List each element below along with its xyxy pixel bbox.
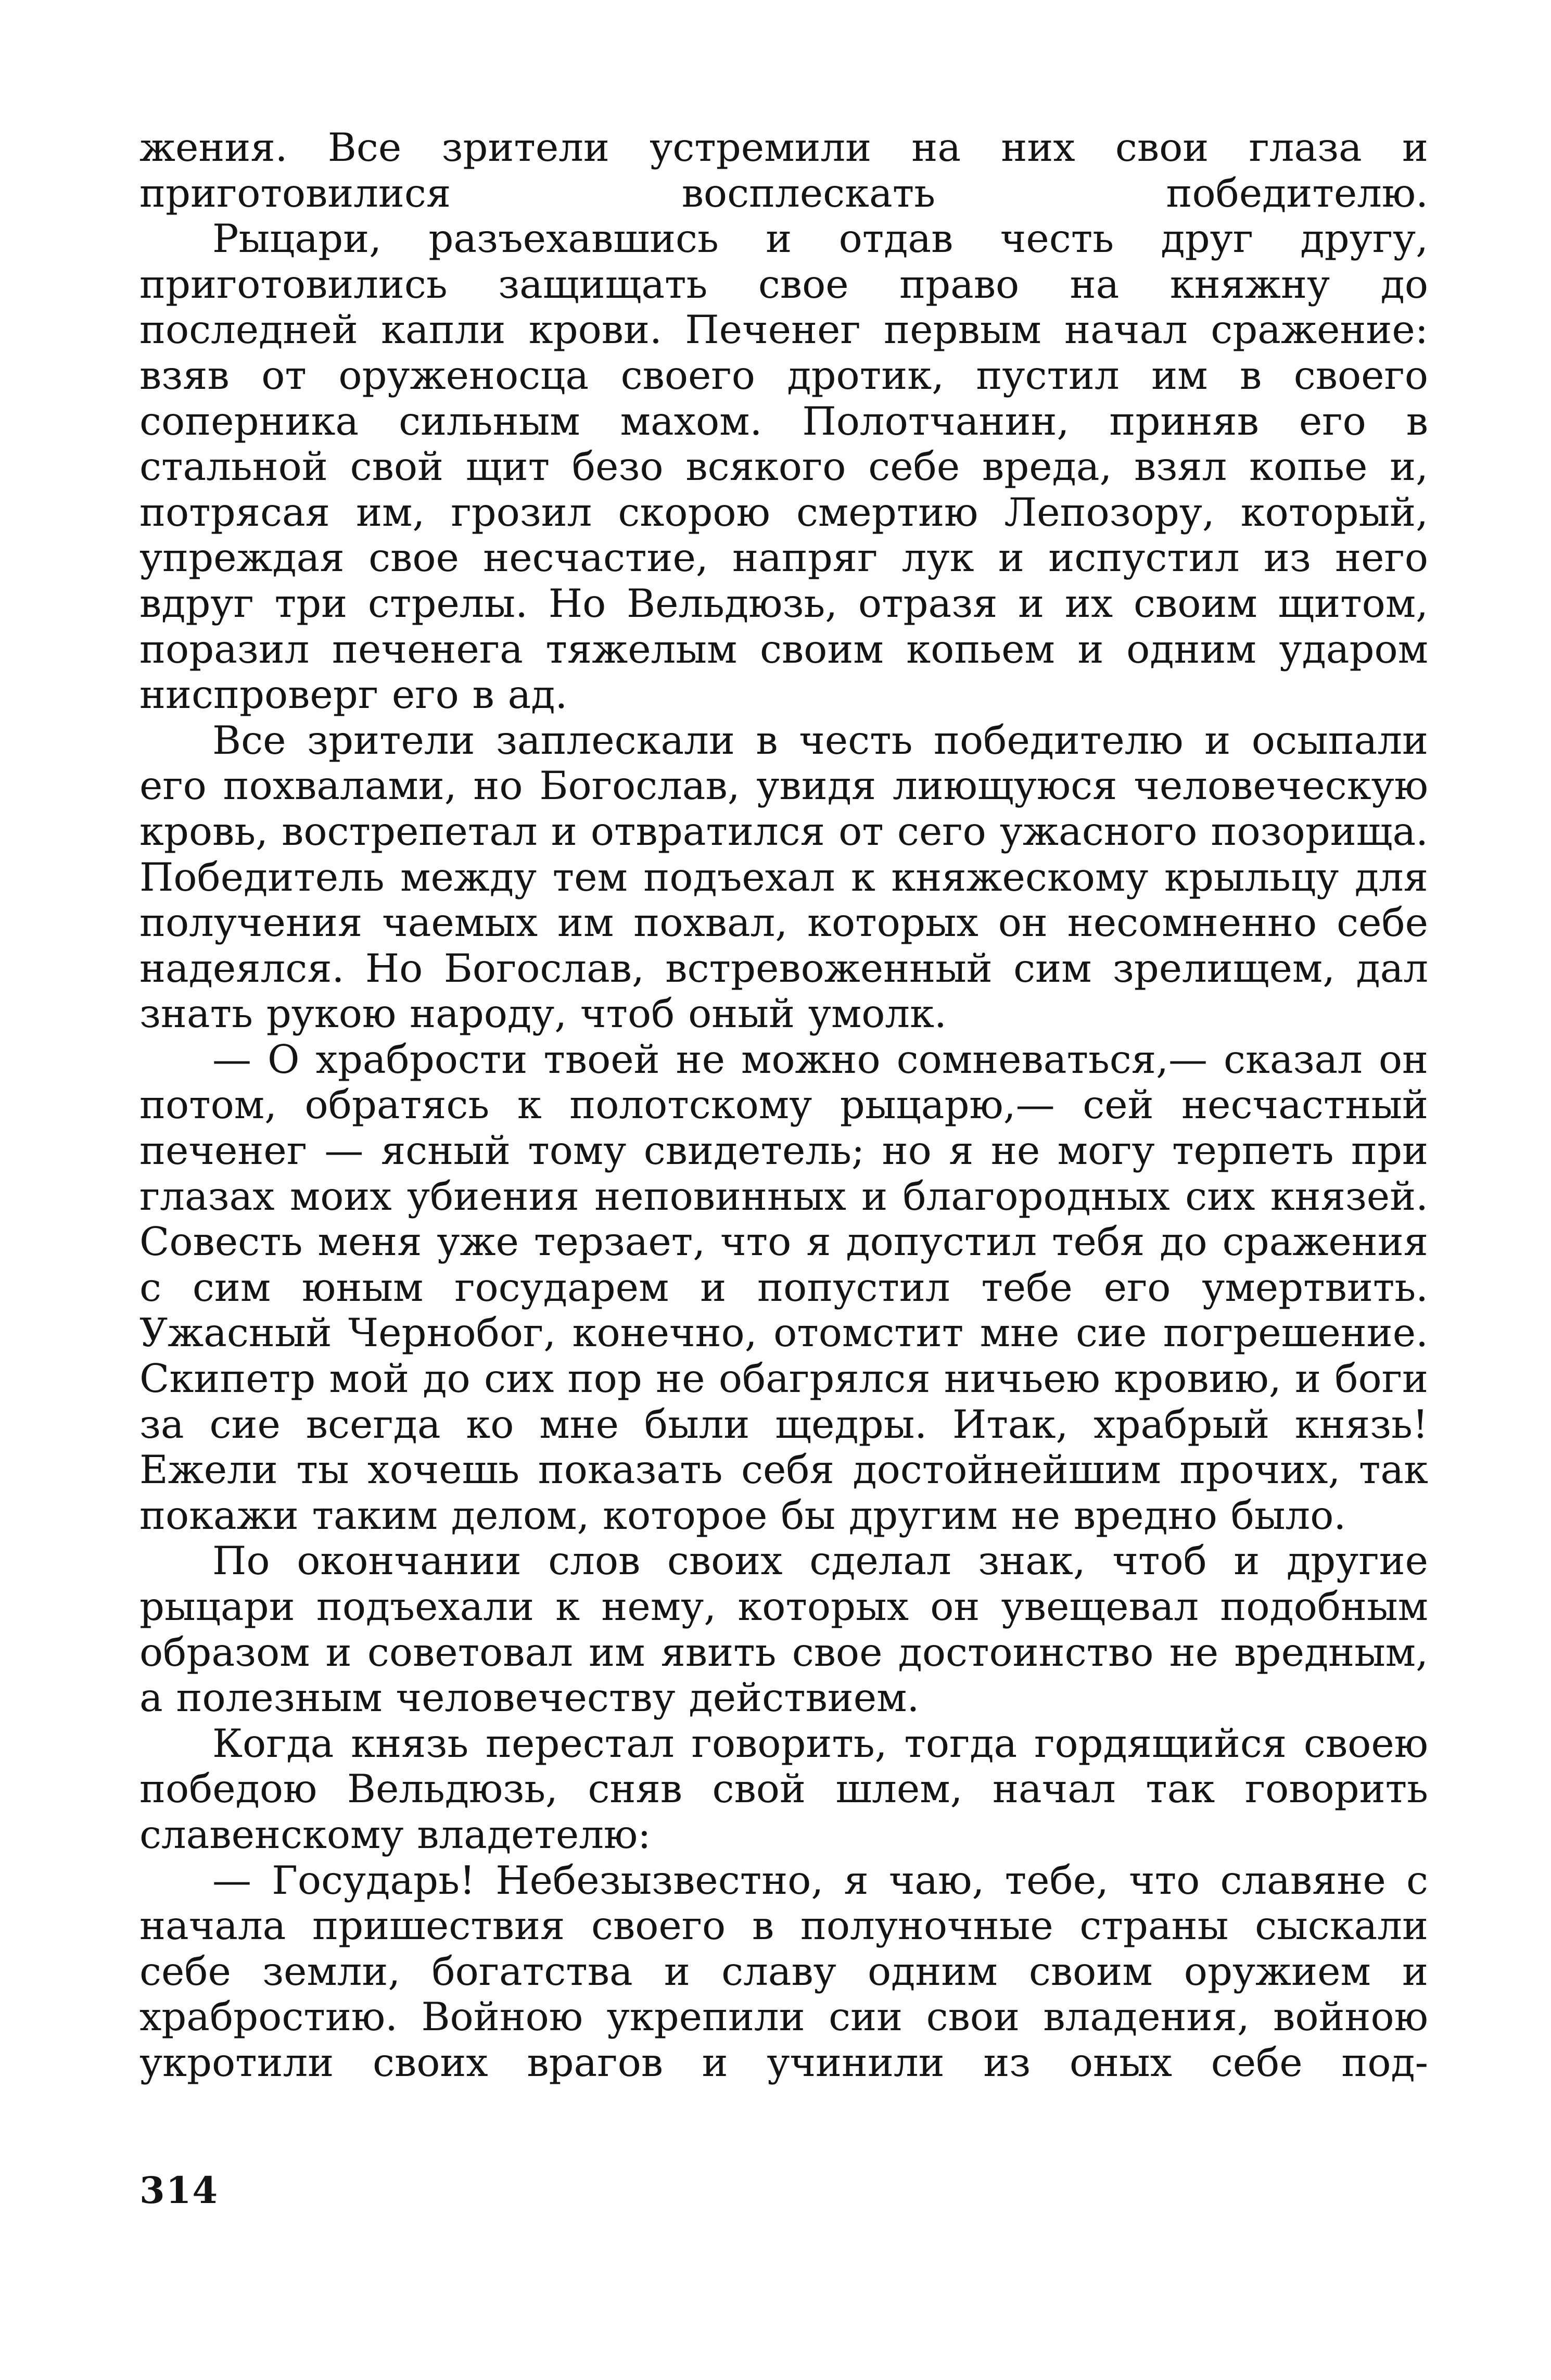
paragraph-6: Когда князь перестал говорить, тогда гордящийся своею победою Вельдюзь, сняв свой шлем, начал так говорить славенскому владетелю: [139, 1720, 1428, 1857]
body-text [139, 125, 1428, 2086]
paragraph-3: Все зрители заплескали в честь победителю и осыпали его похвалами, но Богослав, увидя лиющуюся человеческую кровь, вострепетал и отвратился от сего ужасного позорища. Победитель между тем подъехал к княжескому крыльцу для получения чаемых им похвал, которых он несомненно себе надеялся. Но Богослав, встревоженный сим зрелищем, дал знать рукою народу, чтоб оный умолк. [139, 717, 1428, 1037]
paragraph-4: — О храбрости твоей не можно сомневаться,— сказал он потом, обратясь к полотскому рыцарю,— сей несчастный печенег — ясный тому свидетель; но я не могу терпеть при глазах моих убиения неповинных и благородных сих князей. Совесть меня уже терзает, что я допустил тебя до сражения с сим юным государем и попустил тебе его умертвить. Ужасный Чернобог, конечно, отомстит мне сие погрешение. Скипетр мой до сих пор не обагрялся ничьею кровию, и боги за сие всегда ко мне были щедры. Итак, храбрый князь! Ежели ты хочешь показать себя достойнейшим прочих, так покажи таким делом, которое бы другим не вредно было. [139, 1036, 1428, 1538]
page-number: 314 [139, 2169, 219, 2212]
paragraph-1: жения. Все зрители устремили на них свои глаза и приготовилися восплескать победителю. [139, 124, 1428, 216]
paragraph-7: — Государь! Небезызвестно, я чаю, тебе, что славяне с начала пришествия своего в полуночные страны сыскали себе земли, богатства и славу одним своим оружием и храбростию. Войною укрепили сии свои владения, войною укротили своих врагов и учинили из оных себе под- [139, 1857, 1428, 2085]
paragraph-5: По окончании слов своих сделал знак, чтоб и другие рыцари подъехали к нему, которых он увещевал подобным образом и советовал им явить свое достоинство не вредным, а полезным человечеству действием. [139, 1538, 1428, 1721]
paragraph-2: Рыцари, разъехавшись и отдав честь друг другу, приготовились защищать свое право на княжну до последней капли крови. Печенег первым начал сражение: взяв от оруженосца своего дротик, пустил им в своего соперника сильным махом. Полотчанин, приняв его в стальной свой щит безо всякого себе вреда, взял копье и, потрясая им, грозил скорою смертию Лепозору, который, упреждая свое несчастие, напряг лук и испустил из него вдруг три стрелы. Но Вельдюзь, отразя и их своим щитом, поразил печенега тяжелым своим копьем и одним ударом ниспроверг его в ад. [139, 216, 1428, 718]
